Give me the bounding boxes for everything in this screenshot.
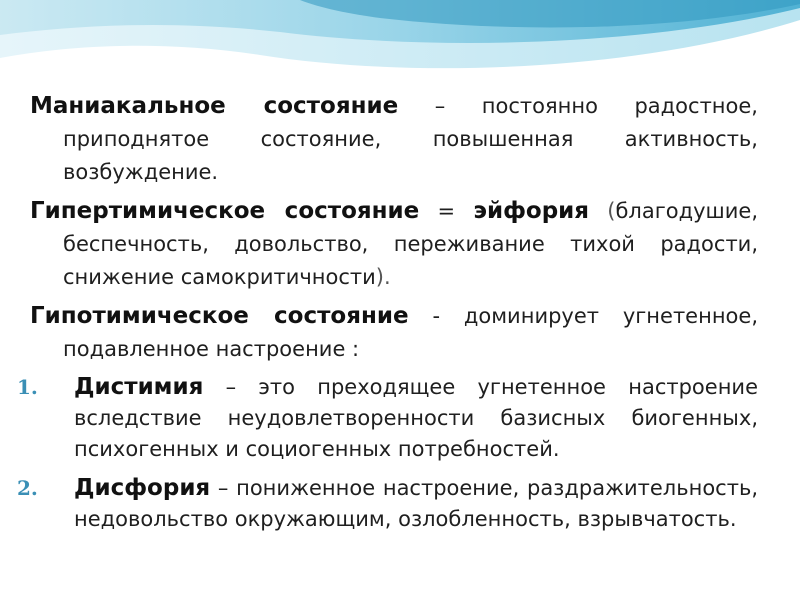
header-wave-decoration	[0, 0, 800, 90]
close-paren: ).	[375, 265, 391, 289]
hypothymic-state-term: Гипотимическое состояние	[30, 303, 409, 329]
hypothymic-state-definition: - доминирует угнетенное, подавленное настроение :	[63, 304, 758, 361]
manic-state-paragraph	[30, 90, 758, 189]
slide-body	[17, 90, 759, 543]
hyperthymic-state-term: Гипертимическое состояние	[30, 198, 420, 224]
list-number: 2.	[17, 476, 38, 500]
dysthymia-term: Дистимия	[74, 374, 204, 400]
list-item	[17, 372, 758, 465]
hyperthymic-equals: =	[419, 199, 474, 223]
mood-subtypes-list	[17, 372, 758, 535]
dysthymia-definition: – это преходящее угнетенное настроение вследствие неудовлетворенности базисных биогенных, психогенных и социогенных потребностей.	[74, 375, 758, 461]
hyperthymic-state-paragraph	[30, 195, 758, 294]
manic-state-definition: – постоянно радостное, приподнятое состояние, повышенная активность, возбуждение.	[63, 94, 758, 184]
euphoria-description: благодушие, беспечность, довольство, переживание тихой радости, снижение самокритичности	[63, 199, 759, 289]
list-number: 1.	[17, 375, 38, 399]
manic-state-term: Маниакальное состояние	[30, 93, 399, 119]
dysphoria-definition: – пониженное настроение, раздражительность, недовольство окружающим, озлобленность, взрывчатость.	[74, 476, 758, 531]
hypothymic-state-paragraph	[30, 300, 758, 366]
euphoria-term: эйфория	[473, 198, 590, 224]
open-paren: (	[589, 199, 616, 223]
list-item	[17, 473, 758, 535]
dysphoria-term: Дисфория	[74, 475, 211, 501]
